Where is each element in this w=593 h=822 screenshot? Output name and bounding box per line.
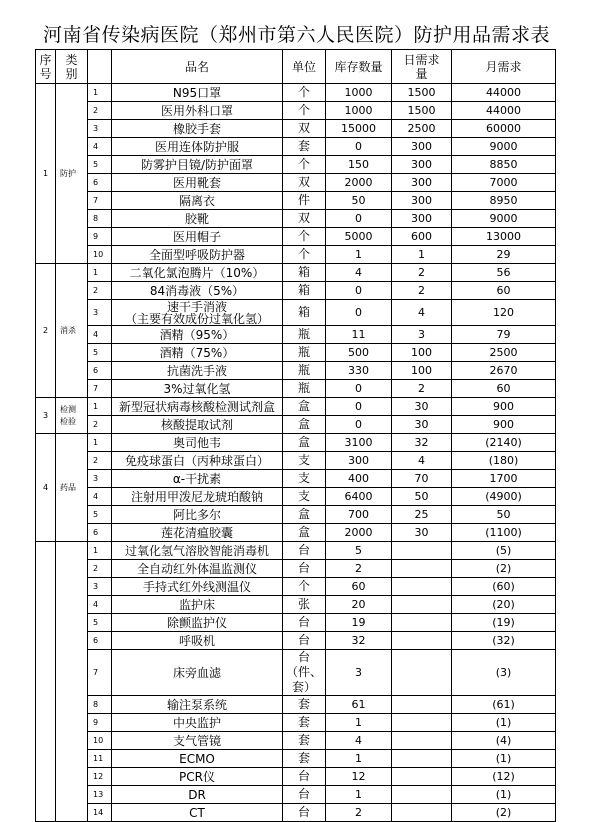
item-name: 二氧化氯泡腾片（10%） (112, 264, 283, 282)
item-monthly: 1700 (452, 470, 556, 488)
item-unit: 双 (283, 210, 326, 228)
item-monthly: (1) (452, 714, 556, 732)
item-monthly: (180) (452, 452, 556, 470)
table-row (36, 750, 556, 768)
item-name: 核酸提取试剂 (112, 416, 283, 434)
item-stock: 1 (326, 246, 392, 264)
item-name: ECMO (112, 750, 283, 768)
item-daily (392, 768, 452, 786)
item-name: CT (112, 804, 283, 822)
item-daily (392, 786, 452, 804)
item-stock: 3 (326, 650, 392, 696)
item-daily: 32 (392, 434, 452, 452)
table-row (36, 210, 556, 228)
item-unit: 箱 (283, 300, 326, 326)
item-unit: 个 (283, 228, 326, 246)
item-stock: 2 (326, 804, 392, 822)
item-name: 过氧化氢气溶胶智能消毒机 (112, 542, 283, 560)
table-row (36, 246, 556, 264)
table-row (36, 732, 556, 750)
item-unit: 盒 (283, 416, 326, 434)
item-unit: 套 (283, 732, 326, 750)
group-category: 药品 (56, 434, 88, 542)
group-seq (36, 542, 56, 822)
item-no: 3 (88, 300, 112, 326)
header-stock: 库存数量 (326, 50, 392, 84)
item-monthly: 44000 (452, 102, 556, 120)
item-no: 1 (88, 398, 112, 416)
item-no: 7 (88, 192, 112, 210)
table-row (36, 416, 556, 434)
item-stock: 700 (326, 506, 392, 524)
item-stock: 2000 (326, 524, 392, 542)
table-row (36, 524, 556, 542)
item-daily (392, 732, 452, 750)
table-row (36, 768, 556, 786)
item-monthly: 29 (452, 246, 556, 264)
item-unit: 盒 (283, 524, 326, 542)
header-daily: 日需求量 (392, 50, 452, 84)
group-seq: 2 (36, 264, 56, 398)
item-name: 除颤监护仪 (112, 614, 283, 632)
item-daily: 100 (392, 362, 452, 380)
header-row (36, 50, 556, 84)
item-no: 6 (88, 632, 112, 650)
table-row (36, 300, 556, 326)
item-daily (392, 614, 452, 632)
item-daily: 300 (392, 210, 452, 228)
item-monthly: 60 (452, 380, 556, 398)
item-unit: 支 (283, 470, 326, 488)
item-monthly: (60) (452, 578, 556, 596)
item-name: 84消毒液（5%） (112, 282, 283, 300)
item-daily: 2500 (392, 120, 452, 138)
item-monthly: (19) (452, 614, 556, 632)
item-monthly: 79 (452, 326, 556, 344)
item-unit: 台 (283, 632, 326, 650)
item-no: 4 (88, 326, 112, 344)
table-row (36, 578, 556, 596)
item-name: 医用帽子 (112, 228, 283, 246)
item-no: 5 (88, 506, 112, 524)
item-name: 医用外科口罩 (112, 102, 283, 120)
item-stock: 60 (326, 578, 392, 596)
item-no: 6 (88, 174, 112, 192)
item-name: 阿比多尔 (112, 506, 283, 524)
item-no: 1 (88, 264, 112, 282)
item-daily: 300 (392, 156, 452, 174)
item-daily (392, 650, 452, 696)
item-no: 4 (88, 596, 112, 614)
item-name: 胶靴 (112, 210, 283, 228)
item-name: 莲花清瘟胶囊 (112, 524, 283, 542)
table-row (36, 138, 556, 156)
item-stock: 2000 (326, 174, 392, 192)
table-row (36, 470, 556, 488)
item-monthly: (20) (452, 596, 556, 614)
item-no: 8 (88, 696, 112, 714)
item-daily (392, 804, 452, 822)
item-monthly: 7000 (452, 174, 556, 192)
item-unit: 双 (283, 174, 326, 192)
item-no: 7 (88, 380, 112, 398)
item-unit: 套 (283, 696, 326, 714)
item-no: 1 (88, 84, 112, 102)
item-stock: 11 (326, 326, 392, 344)
item-no: 4 (88, 488, 112, 506)
item-monthly: (2) (452, 804, 556, 822)
item-unit: 个 (283, 156, 326, 174)
item-name: 隔离衣 (112, 192, 283, 210)
item-monthly: (4900) (452, 488, 556, 506)
item-unit: 套 (283, 138, 326, 156)
item-unit: 个 (283, 102, 326, 120)
table-row (36, 362, 556, 380)
item-name: PCR仪 (112, 768, 283, 786)
item-daily: 300 (392, 174, 452, 192)
item-monthly: (4) (452, 732, 556, 750)
item-no: 4 (88, 138, 112, 156)
item-no: 3 (88, 578, 112, 596)
table-row (36, 650, 556, 696)
item-stock: 50 (326, 192, 392, 210)
item-monthly: 120 (452, 300, 556, 326)
item-no: 5 (88, 614, 112, 632)
item-no: 10 (88, 246, 112, 264)
item-no: 2 (88, 452, 112, 470)
item-name: 酒精（95%） (112, 326, 283, 344)
item-name: 注射用甲泼尼龙琥珀酸钠 (112, 488, 283, 506)
item-name: 医用连体防护服 (112, 138, 283, 156)
item-name: 奥司他韦 (112, 434, 283, 452)
item-stock: 20 (326, 596, 392, 614)
item-stock: 32 (326, 632, 392, 650)
item-daily (392, 750, 452, 768)
group-seq: 4 (36, 434, 56, 542)
item-daily (392, 578, 452, 596)
item-name: 医用靴套 (112, 174, 283, 192)
item-stock: 0 (326, 282, 392, 300)
item-stock: 0 (326, 416, 392, 434)
header-unit: 单位 (283, 50, 326, 84)
group-seq: 3 (36, 398, 56, 434)
item-daily (392, 560, 452, 578)
item-daily: 50 (392, 488, 452, 506)
item-daily: 30 (392, 416, 452, 434)
item-no: 9 (88, 714, 112, 732)
item-stock: 0 (326, 300, 392, 326)
item-unit: 台 (283, 560, 326, 578)
item-name: 手持式红外线测温仪 (112, 578, 283, 596)
table-row (36, 264, 556, 282)
item-unit: 支 (283, 488, 326, 506)
item-no: 11 (88, 750, 112, 768)
item-stock: 1 (326, 714, 392, 732)
item-daily: 3 (392, 326, 452, 344)
item-no: 14 (88, 804, 112, 822)
item-daily: 4 (392, 300, 452, 326)
item-no: 13 (88, 786, 112, 804)
item-name: 3%过氧化氢 (112, 380, 283, 398)
item-no: 2 (88, 102, 112, 120)
item-stock: 15000 (326, 120, 392, 138)
item-no: 5 (88, 344, 112, 362)
item-stock: 0 (326, 380, 392, 398)
item-monthly: (2140) (452, 434, 556, 452)
item-unit: 台 (283, 804, 326, 822)
item-unit: 盒 (283, 398, 326, 416)
header-no (88, 50, 112, 84)
item-no: 3 (88, 470, 112, 488)
item-stock: 1 (326, 786, 392, 804)
item-unit: 台 (283, 542, 326, 560)
item-daily: 100 (392, 344, 452, 362)
item-name: 输注泵系统 (112, 696, 283, 714)
item-name: α-干扰素 (112, 470, 283, 488)
item-unit: 个 (283, 84, 326, 102)
item-monthly: 900 (452, 416, 556, 434)
item-unit: 个 (283, 246, 326, 264)
table-row (36, 714, 556, 732)
item-name: 新型冠状病毒核酸检测试剂盒 (112, 398, 283, 416)
table-row (36, 102, 556, 120)
item-daily (392, 596, 452, 614)
item-name: 速干手消液 （主要有效成份过氧化氢） (112, 300, 283, 326)
table-row (36, 120, 556, 138)
item-stock: 400 (326, 470, 392, 488)
item-unit: 台（件、套） (283, 650, 326, 696)
item-monthly: (1) (452, 786, 556, 804)
table-row (36, 488, 556, 506)
item-unit: 双 (283, 120, 326, 138)
item-monthly: 9000 (452, 210, 556, 228)
item-stock: 4 (326, 264, 392, 282)
item-daily: 1500 (392, 84, 452, 102)
item-monthly: 2670 (452, 362, 556, 380)
table-row (36, 542, 556, 560)
item-no: 6 (88, 362, 112, 380)
item-unit: 瓶 (283, 326, 326, 344)
item-monthly: 2500 (452, 344, 556, 362)
item-stock: 500 (326, 344, 392, 362)
item-stock: 0 (326, 398, 392, 416)
item-stock: 2 (326, 560, 392, 578)
item-daily: 70 (392, 470, 452, 488)
item-no: 1 (88, 542, 112, 560)
page-title: 河南省传染病医院（郑州市第六人民医院）防护用品需求表 (42, 24, 550, 46)
header-category: 类别 (56, 50, 88, 84)
table-row (36, 560, 556, 578)
group-category: 消杀 (56, 264, 88, 398)
item-monthly: (32) (452, 632, 556, 650)
item-unit: 瓶 (283, 344, 326, 362)
item-no: 8 (88, 210, 112, 228)
item-no: 10 (88, 732, 112, 750)
item-name: 酒精（75%） (112, 344, 283, 362)
item-name: 全自动红外体温监测仪 (112, 560, 283, 578)
item-daily: 1 (392, 246, 452, 264)
item-stock: 1000 (326, 102, 392, 120)
item-no: 2 (88, 282, 112, 300)
item-unit: 张 (283, 596, 326, 614)
item-daily: 600 (392, 228, 452, 246)
item-monthly: (12) (452, 768, 556, 786)
table-row (36, 282, 556, 300)
item-monthly: (1100) (452, 524, 556, 542)
item-monthly: 56 (452, 264, 556, 282)
item-unit: 套 (283, 714, 326, 732)
item-stock: 150 (326, 156, 392, 174)
item-daily: 30 (392, 398, 452, 416)
item-name: 橡胶手套 (112, 120, 283, 138)
item-no: 2 (88, 416, 112, 434)
item-name: DR (112, 786, 283, 804)
item-name: 监护床 (112, 596, 283, 614)
item-name: 免疫球蛋白（丙种球蛋白） (112, 452, 283, 470)
item-name: 防雾护目镜/防护面罩 (112, 156, 283, 174)
item-daily: 1500 (392, 102, 452, 120)
item-unit: 瓶 (283, 362, 326, 380)
item-stock: 5 (326, 542, 392, 560)
item-unit: 台 (283, 786, 326, 804)
table-row (36, 596, 556, 614)
item-daily (392, 696, 452, 714)
item-monthly: (61) (452, 696, 556, 714)
item-monthly: 8850 (452, 156, 556, 174)
item-daily: 2 (392, 264, 452, 282)
item-no: 1 (88, 434, 112, 452)
header-name: 品名 (112, 50, 283, 84)
item-name: 支气管镜 (112, 732, 283, 750)
item-monthly: 60000 (452, 120, 556, 138)
item-name: 全面型呼吸防护器 (112, 246, 283, 264)
group-category: 防护 (56, 84, 88, 264)
group-seq: 1 (36, 84, 56, 264)
table-row (36, 326, 556, 344)
item-unit: 瓶 (283, 380, 326, 398)
item-daily: 2 (392, 380, 452, 398)
item-daily: 25 (392, 506, 452, 524)
item-stock: 3100 (326, 434, 392, 452)
item-stock: 12 (326, 768, 392, 786)
item-stock: 1000 (326, 84, 392, 102)
group-category (56, 542, 88, 822)
table-row (36, 786, 556, 804)
item-unit: 台 (283, 614, 326, 632)
item-monthly: 44000 (452, 84, 556, 102)
table-row (36, 506, 556, 524)
item-monthly: 60 (452, 282, 556, 300)
item-unit: 套 (283, 750, 326, 768)
item-unit: 盒 (283, 434, 326, 452)
table-row (36, 84, 556, 102)
table-row (36, 632, 556, 650)
table-row (36, 344, 556, 362)
table-row (36, 614, 556, 632)
item-stock: 0 (326, 138, 392, 156)
item-stock: 330 (326, 362, 392, 380)
item-name: 床旁血滤 (112, 650, 283, 696)
demand-table (35, 49, 556, 822)
item-daily: 300 (392, 192, 452, 210)
item-unit: 件 (283, 192, 326, 210)
table-row (36, 228, 556, 246)
item-stock: 0 (326, 210, 392, 228)
table-row (36, 398, 556, 416)
item-monthly: (3) (452, 650, 556, 696)
item-no: 2 (88, 560, 112, 578)
item-unit: 台 (283, 768, 326, 786)
item-no: 12 (88, 768, 112, 786)
item-no: 3 (88, 120, 112, 138)
item-daily: 2 (392, 282, 452, 300)
table-row (36, 696, 556, 714)
item-no: 5 (88, 156, 112, 174)
item-unit: 个 (283, 578, 326, 596)
table-row (36, 434, 556, 452)
table-row (36, 804, 556, 822)
item-daily: 300 (392, 138, 452, 156)
item-name: 呼吸机 (112, 632, 283, 650)
table-row (36, 452, 556, 470)
item-unit: 箱 (283, 282, 326, 300)
table-row (36, 174, 556, 192)
item-monthly: (2) (452, 560, 556, 578)
header-seq: 序号 (36, 50, 56, 84)
item-stock: 300 (326, 452, 392, 470)
item-daily (392, 714, 452, 732)
group-category: 检测 检验 (56, 398, 88, 434)
table-row (36, 380, 556, 398)
item-daily: 4 (392, 452, 452, 470)
item-daily (392, 542, 452, 560)
item-name: 中央监护 (112, 714, 283, 732)
item-stock: 61 (326, 696, 392, 714)
item-monthly: 50 (452, 506, 556, 524)
item-monthly: (1) (452, 750, 556, 768)
item-unit: 盒 (283, 506, 326, 524)
header-monthly: 月需求 (452, 50, 556, 84)
item-monthly: 9000 (452, 138, 556, 156)
item-no: 9 (88, 228, 112, 246)
item-unit: 箱 (283, 264, 326, 282)
item-monthly: 13000 (452, 228, 556, 246)
item-stock: 1 (326, 750, 392, 768)
item-stock: 19 (326, 614, 392, 632)
item-name: N95口罩 (112, 84, 283, 102)
table-row (36, 156, 556, 174)
item-stock: 5000 (326, 228, 392, 246)
item-monthly: 900 (452, 398, 556, 416)
item-stock: 4 (326, 732, 392, 750)
item-unit: 支 (283, 452, 326, 470)
table-row (36, 192, 556, 210)
item-stock: 6400 (326, 488, 392, 506)
item-monthly: 8950 (452, 192, 556, 210)
item-no: 6 (88, 524, 112, 542)
item-daily: 30 (392, 524, 452, 542)
item-daily (392, 632, 452, 650)
item-no: 7 (88, 650, 112, 696)
item-name: 抗菌洗手液 (112, 362, 283, 380)
item-monthly: (5) (452, 542, 556, 560)
